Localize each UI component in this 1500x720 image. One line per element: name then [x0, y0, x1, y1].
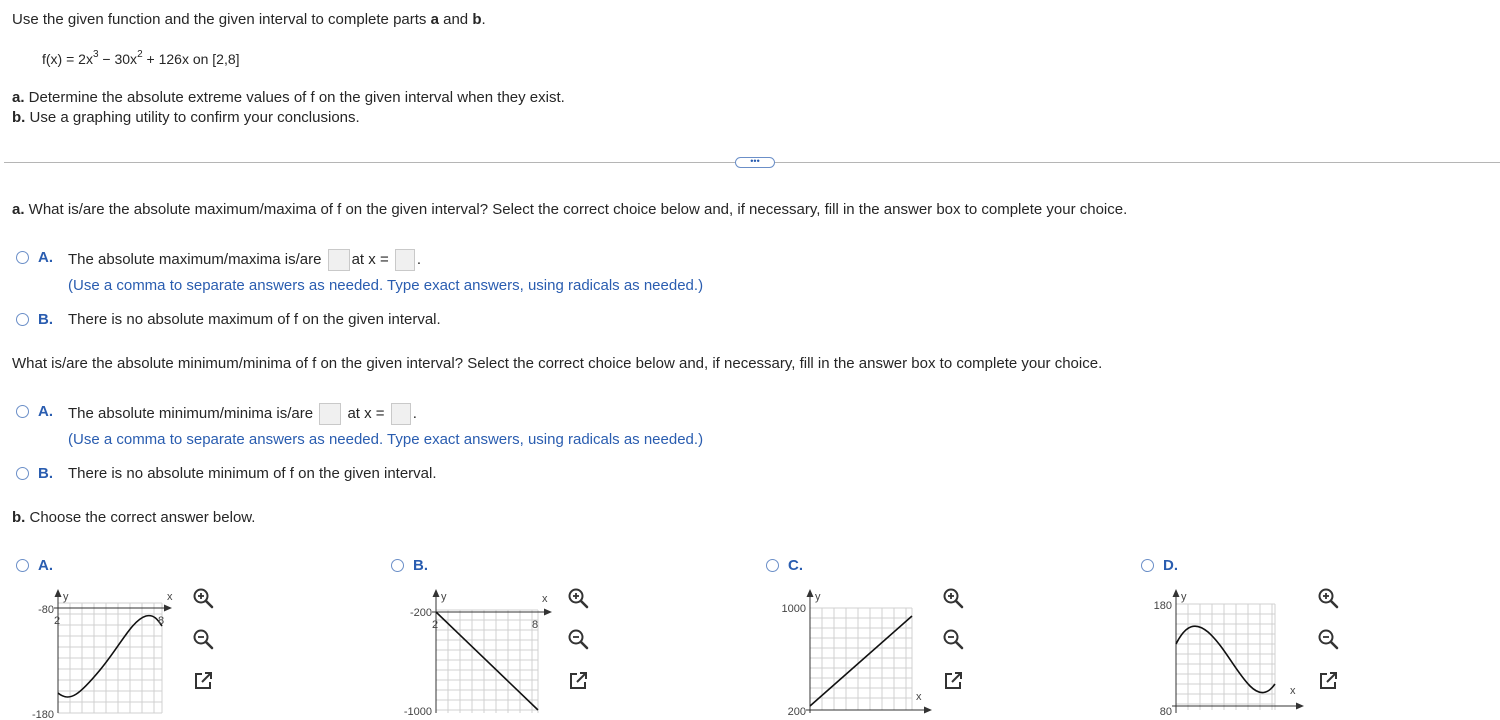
- fx-part2: − 30x: [98, 51, 138, 67]
- part-a-text: Determine the absolute extreme values of f on the given interval when they exist.: [24, 89, 565, 106]
- question-b-letter: b.: [12, 509, 26, 526]
- graph-c-xlabel: x: [916, 691, 922, 703]
- max-period: .: [416, 250, 422, 268]
- graph-c-letter: C.: [788, 557, 803, 574]
- max-atx-label: at x =: [351, 250, 389, 268]
- graph-a-curve: [58, 615, 165, 697]
- graph-a-xleft: 2: [54, 615, 61, 627]
- question-min: What is/are the absolute minimum/minima of f on the given interval? Select the correct choice below and, if necessary, fill in the answer box to complete your choice.: [12, 355, 1103, 372]
- graph-b-xleft: 2: [432, 619, 439, 631]
- part-b-letter: b.: [12, 109, 26, 126]
- popout-icon[interactable]: [191, 669, 215, 693]
- fx-part3: + 126x on [2,8]: [142, 51, 240, 67]
- popout-icon[interactable]: [566, 669, 590, 693]
- popout-icon[interactable]: [1316, 669, 1340, 693]
- graph-b-ybottom: -1000: [403, 706, 432, 718]
- part-a-letter: a.: [12, 89, 25, 106]
- min-option-a: [68, 403, 417, 429]
- question-a: [12, 201, 1127, 218]
- graph-b-xright: 8: [532, 619, 539, 631]
- zoom-out-icon[interactable]: [941, 627, 965, 651]
- max-option-a-letter: A.: [38, 249, 53, 266]
- graph-b: [398, 588, 558, 720]
- graph-d-radio[interactable]: [1141, 559, 1154, 572]
- zoom-out-icon[interactable]: [566, 627, 590, 651]
- graph-a-ylabel: y: [63, 591, 69, 603]
- graph-c: [770, 588, 940, 720]
- zoom-in-icon[interactable]: [941, 586, 965, 610]
- intro-and: and: [438, 11, 473, 28]
- part-b-instruction: [12, 109, 360, 126]
- min-period: .: [412, 404, 417, 422]
- zoom-in-icon[interactable]: [566, 586, 590, 610]
- min-atx-label: at x =: [347, 404, 385, 422]
- max-x-input[interactable]: [395, 249, 415, 271]
- min-option-b-radio[interactable]: [16, 467, 29, 480]
- part-b-text: Use a graphing utility to confirm your conclusions.: [25, 109, 360, 126]
- zoom-in-icon[interactable]: [191, 586, 215, 610]
- min-option-a-text: The absolute minimum/minima is/are: [68, 404, 314, 422]
- graph-a-y-arrow: [55, 589, 62, 597]
- graph-d-ylabel: y: [1181, 591, 1187, 603]
- graph-b-curve: [436, 612, 538, 710]
- max-option-a: [68, 249, 421, 275]
- graph-a-ytop: -80: [38, 604, 54, 616]
- graph-a-radio[interactable]: [16, 559, 29, 572]
- graph-a-xlabel: x: [167, 591, 173, 603]
- intro-end: .: [481, 11, 486, 28]
- graph-d-y-arrow: [1173, 589, 1180, 597]
- graph-b-x-arrow: [544, 609, 552, 616]
- intro-a: a: [430, 11, 439, 28]
- intro-b: b: [472, 11, 482, 28]
- graph-c-y-arrow: [807, 589, 814, 597]
- graph-a-xright: 8: [158, 615, 165, 627]
- max-option-a-hint: (Use a comma to separate answers as needed. Type exact answers, using radicals as needed.): [68, 277, 704, 294]
- zoom-in-icon[interactable]: [1316, 586, 1340, 610]
- min-option-b-letter: B.: [38, 465, 53, 482]
- graph-d-ybottom: 80: [1159, 706, 1172, 718]
- fx-exp2: 2: [137, 49, 143, 60]
- max-option-a-radio[interactable]: [16, 251, 29, 264]
- min-option-b-text: There is no absolute minimum of f on the given interval.: [68, 465, 437, 482]
- question-a-letter: a.: [12, 201, 25, 218]
- problem-intro: [12, 11, 486, 28]
- min-option-a-hint: (Use a comma to separate answers as needed. Type exact answers, using radicals as needed.): [68, 431, 704, 448]
- question-b: [12, 509, 255, 526]
- max-option-b-letter: B.: [38, 311, 53, 328]
- graph-a: [20, 588, 180, 720]
- graph-b-y-arrow: [433, 589, 440, 597]
- graph-d-x-arrow: [1296, 703, 1304, 710]
- graph-b-xlabel: x: [542, 593, 548, 605]
- more-button[interactable]: •••: [735, 157, 775, 168]
- graph-c-ybottom: 200: [787, 706, 806, 718]
- min-option-a-letter: A.: [38, 403, 53, 420]
- graph-d-ytop: 180: [1153, 600, 1172, 612]
- graph-a-ybottom: -180: [31, 709, 54, 720]
- max-option-b-text: There is no absolute maximum of f on the given interval.: [68, 311, 441, 328]
- graph-d: [1140, 588, 1310, 720]
- graph-b-ylabel: y: [441, 591, 447, 603]
- min-option-a-radio[interactable]: [16, 405, 29, 418]
- graph-b-letter: B.: [413, 557, 428, 574]
- max-option-b-radio[interactable]: [16, 313, 29, 326]
- fx-exp1: 3: [92, 49, 99, 60]
- graph-b-radio[interactable]: [391, 559, 404, 572]
- popout-icon[interactable]: [941, 669, 965, 693]
- graph-c-ytop: 1000: [781, 603, 806, 615]
- graph-c-radio[interactable]: [766, 559, 779, 572]
- fx-part1: f(x) = 2x: [42, 51, 93, 67]
- graph-b-ytop: -200: [409, 607, 432, 619]
- graph-d-xlabel: x: [1290, 685, 1296, 697]
- graph-c-x-arrow: [924, 707, 932, 714]
- graph-c-curve: [810, 616, 912, 706]
- zoom-out-icon[interactable]: [1316, 627, 1340, 651]
- max-value-input[interactable]: [328, 249, 350, 271]
- zoom-out-icon[interactable]: [191, 627, 215, 651]
- part-a-instruction: [12, 89, 565, 106]
- min-x-input[interactable]: [391, 403, 411, 425]
- graph-c-ylabel: y: [815, 591, 821, 603]
- min-value-input[interactable]: [319, 403, 341, 425]
- max-option-a-text: The absolute maximum/maxima is/are: [68, 250, 322, 268]
- question-b-text: Choose the correct answer below.: [25, 509, 256, 526]
- question-a-text: What is/are the absolute maximum/maxima of f on the given interval? Select the correct choice below and, if necessary, fill in the answer box to complete your choice.: [24, 201, 1128, 218]
- function-definition: [42, 51, 240, 67]
- graph-d-letter: D.: [1163, 557, 1178, 574]
- graph-a-letter: A.: [38, 557, 53, 574]
- graph-a-x-arrow: [164, 605, 172, 612]
- intro-text: Use the given function and the given interval to complete parts: [12, 11, 431, 28]
